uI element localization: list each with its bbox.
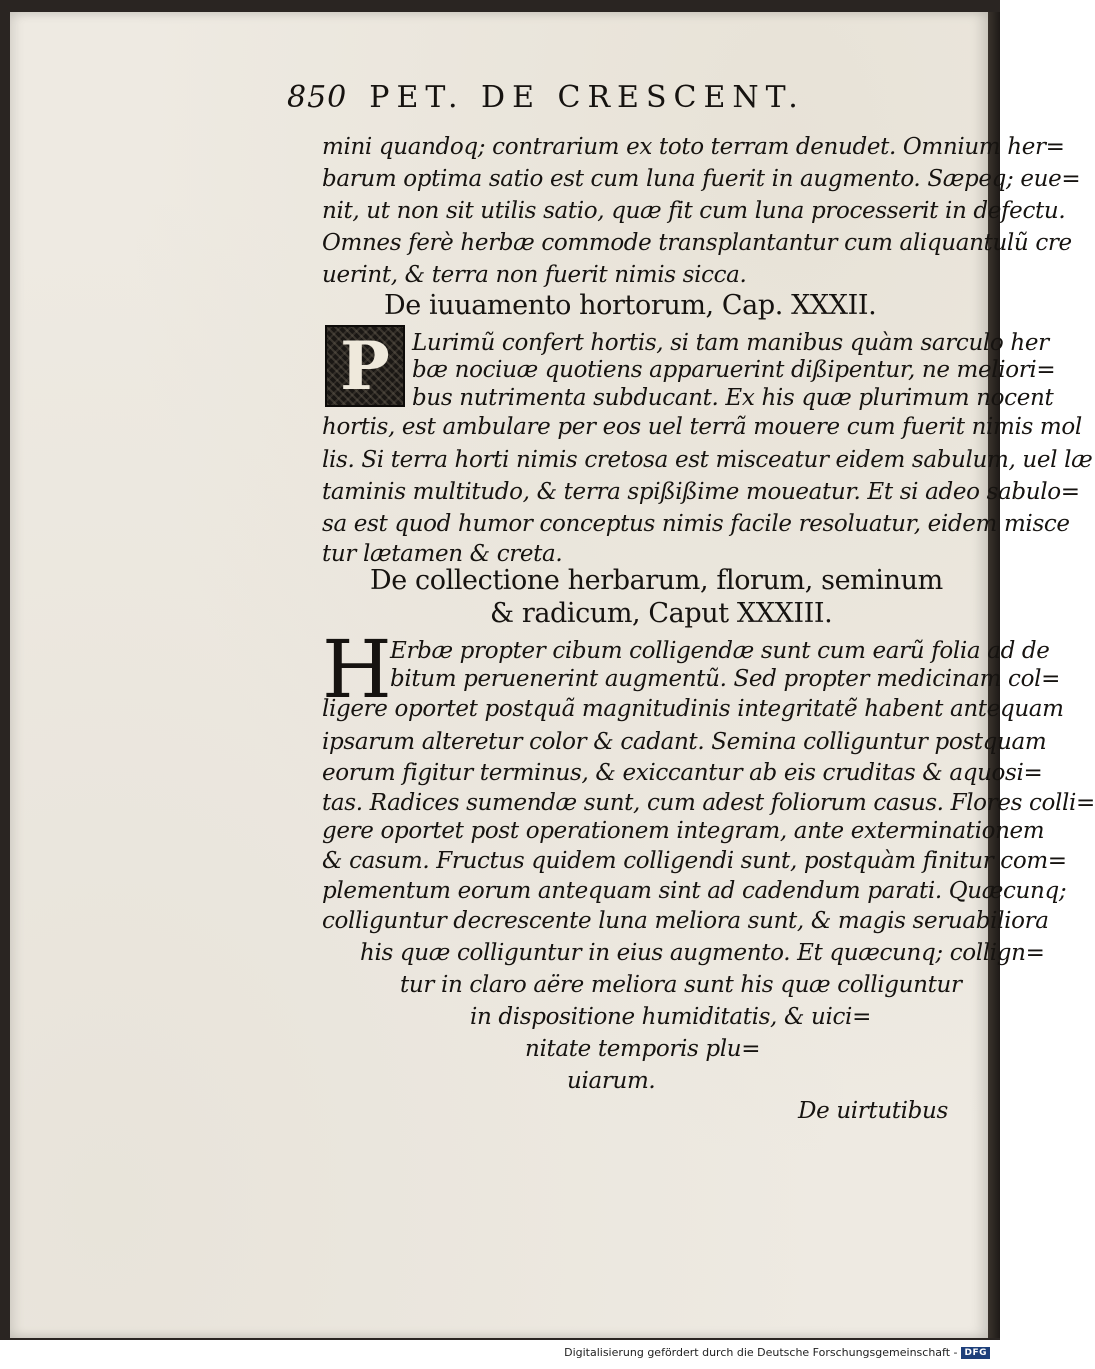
text-line: Lurimũ confert hortis, si tam manibus quàm sarculo her [412, 330, 1049, 356]
text-line: tur in claro aëre meliora sunt his quæ colliguntur [400, 972, 962, 998]
text-line: Erbæ propter cibum colligendæ sunt cum earũ folia ad de [390, 638, 1050, 664]
decorated-initial [325, 325, 405, 407]
text-line: gere oportet post operationem integram, ante exterminationem [322, 818, 1045, 844]
dfg-logo: DFG [961, 1347, 990, 1359]
text-line: Omnes ferè herbæ commode transplantantur cum aliquantulũ cre [322, 230, 1072, 256]
text-line: ligere oportet postquã magnitudinis integritatẽ habent antequam [322, 696, 1064, 722]
chapter-heading: & radicum, Caput XXXIII. [490, 598, 833, 629]
text-line: tur lætamen & creta. [322, 541, 563, 567]
text-line: nit, ut non sit utilis satio, quæ fit cum luna processerit in defectu. [322, 198, 1066, 224]
text-line: taminis multitudo, & terra spißißime moueatur. Et si adeo sabulo= [322, 479, 1080, 505]
running-head [287, 80, 805, 115]
initial-letter: H [322, 623, 392, 716]
digitization-footer [564, 1346, 990, 1359]
text-line: plementum eorum antequam sint ad cadendum parati. Quæcunq; [322, 878, 1067, 904]
text-line: lis. Si terra horti nimis cretosa est misceatur eidem sabulum, uel læ [322, 447, 1093, 473]
text-line: bæ nociuæ quotiens apparuerint dißipentur, ne meliori= [412, 357, 1056, 383]
text-line: & casum. Fructus quidem colligendi sunt, postquàm finitur com= [322, 848, 1067, 874]
text-line: uiarum. [567, 1068, 656, 1094]
text-line: eorum figitur terminus, & exiccantur ab eis cruditas & aquosi= [322, 760, 1043, 786]
text-line: bus nutrimenta subducant. Ex his quæ plurimum nocent [412, 385, 1054, 411]
text-line: uerint, & terra non fuerit nimis sicca. [322, 262, 747, 288]
text-line: his quæ colliguntur in eius augmento. Et quæcunq; collign= [360, 940, 1045, 966]
running-title: PET. DE CRESCENT. [369, 80, 805, 115]
text-line: hortis, est ambulare per eos uel terrã mouere cum fuerit nimis mol [322, 414, 1082, 440]
text-line: mini quandoq; contrarium ex toto terram denudet. Omnium her= [322, 134, 1065, 160]
page-number: 850 [287, 80, 348, 115]
text-line: sa est quod humor conceptus nimis facile resoluatur, eidem misce [322, 511, 1070, 537]
text-line: bitum peruenerint augmentũ. Sed propter medicinam col= [390, 666, 1060, 692]
text-line: in dispositione humiditatis, & uici= [470, 1004, 871, 1030]
text-line: barum optima satio est cum luna fuerit in augmento. Sæpeq; eue= [322, 166, 1081, 192]
catchword: De uirtutibus [798, 1098, 948, 1124]
text-line: tas. Radices sumendæ sunt, cum adest foliorum casus. Flores colli= [322, 790, 1095, 816]
initial-letter: P [340, 327, 390, 405]
chapter-heading: De iuuamento hortorum, Cap. XXXII. [384, 290, 877, 321]
text-line: ipsarum alteretur color & cadant. Semina colliguntur postquam [322, 729, 1047, 755]
text-line: nitate temporis plu= [525, 1036, 761, 1062]
footer-text: Digitalisierung gefördert durch die Deutsche Forschungsgemeinschaft - [564, 1346, 958, 1359]
text-line: colliguntur decrescente luna meliora sunt, & magis seruabiliora [322, 908, 1049, 934]
chapter-heading: De collectione herbarum, florum, seminum [370, 565, 943, 596]
